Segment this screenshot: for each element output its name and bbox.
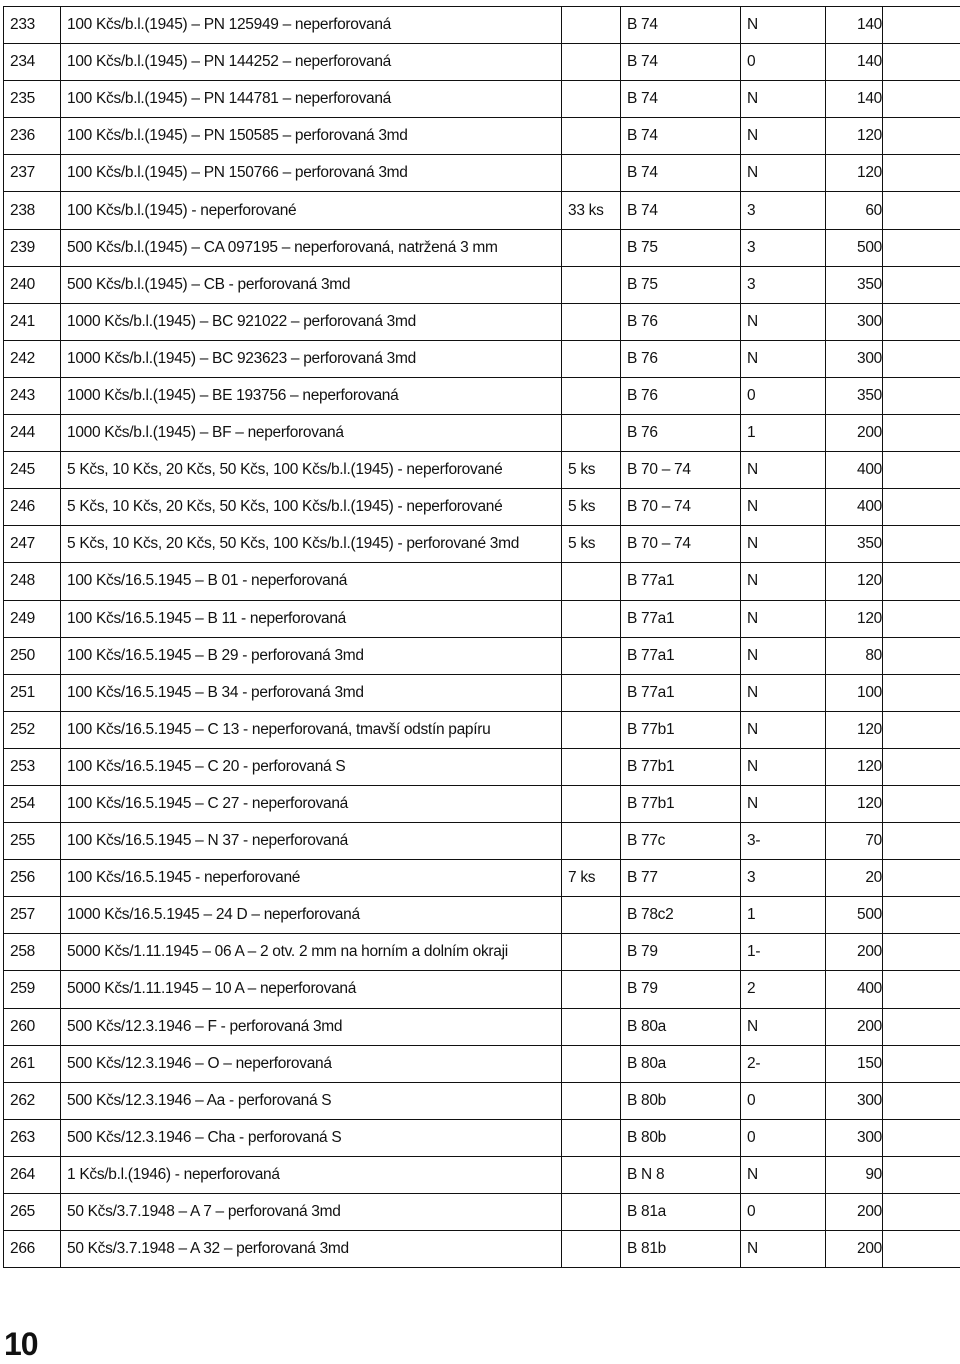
empty-cell xyxy=(883,303,960,340)
catalog-code: B 74 xyxy=(621,44,741,81)
item-number: 235 xyxy=(4,81,61,118)
item-quantity xyxy=(562,637,621,674)
item-price: 300 xyxy=(826,340,883,377)
empty-cell xyxy=(883,340,960,377)
table-row xyxy=(4,1119,960,1156)
item-description: 5 Kčs, 10 Kčs, 20 Kčs, 50 Kčs, 100 Kčs/b.l.(1945) - neperforované xyxy=(61,452,562,489)
empty-cell xyxy=(883,44,960,81)
item-number: 256 xyxy=(4,860,61,897)
item-description: 100 Kčs/b.l.(1945) - neperforované xyxy=(61,192,562,229)
table-row xyxy=(4,1045,960,1082)
table-row xyxy=(4,711,960,748)
item-description: 1 Kčs/b.l.(1946) - neperforovaná xyxy=(61,1156,562,1193)
item-quantity xyxy=(562,81,621,118)
item-price: 120 xyxy=(826,711,883,748)
item-price: 120 xyxy=(826,785,883,822)
item-description: 100 Kčs/b.l.(1945) – PN 125949 – neperforovaná xyxy=(61,7,562,44)
item-number: 261 xyxy=(4,1045,61,1082)
empty-cell xyxy=(883,452,960,489)
catalog-code: B 74 xyxy=(621,118,741,155)
table-row xyxy=(4,44,960,81)
empty-cell xyxy=(883,526,960,563)
empty-cell xyxy=(883,377,960,414)
condition-grade: 0 xyxy=(741,44,826,81)
item-price: 200 xyxy=(826,415,883,452)
table-row xyxy=(4,266,960,303)
table-row xyxy=(4,118,960,155)
empty-cell xyxy=(883,897,960,934)
empty-cell xyxy=(883,7,960,44)
condition-grade: N xyxy=(741,155,826,192)
item-quantity: 7 ks xyxy=(562,860,621,897)
table-row xyxy=(4,81,960,118)
catalog-code: B 77 xyxy=(621,860,741,897)
item-number: 239 xyxy=(4,229,61,266)
table-row xyxy=(4,897,960,934)
catalog-code: B 70 – 74 xyxy=(621,489,741,526)
table-row xyxy=(4,823,960,860)
item-description: 1000 Kčs/b.l.(1945) – BC 921022 – perforovaná 3md xyxy=(61,303,562,340)
catalog-code: B 75 xyxy=(621,266,741,303)
catalog-code: B 75 xyxy=(621,229,741,266)
condition-grade: 2 xyxy=(741,971,826,1008)
condition-grade: 1- xyxy=(741,934,826,971)
item-quantity xyxy=(562,897,621,934)
item-number: 238 xyxy=(4,192,61,229)
item-price: 150 xyxy=(826,1045,883,1082)
item-quantity xyxy=(562,266,621,303)
item-description: 500 Kčs/12.3.1946 – O – neperforovaná xyxy=(61,1045,562,1082)
item-number: 266 xyxy=(4,1231,61,1268)
empty-cell xyxy=(883,415,960,452)
item-price: 120 xyxy=(826,155,883,192)
item-price: 100 xyxy=(826,674,883,711)
empty-cell xyxy=(883,1082,960,1119)
item-quantity xyxy=(562,44,621,81)
condition-grade: N xyxy=(741,7,826,44)
catalog-code: B 74 xyxy=(621,155,741,192)
item-price: 200 xyxy=(826,934,883,971)
catalog-code: B 74 xyxy=(621,192,741,229)
catalog-code: B 79 xyxy=(621,934,741,971)
empty-cell xyxy=(883,229,960,266)
catalog-code: B 80a xyxy=(621,1008,741,1045)
item-price: 400 xyxy=(826,489,883,526)
item-number: 263 xyxy=(4,1119,61,1156)
item-description: 1000 Kčs/16.5.1945 – 24 D – neperforovaná xyxy=(61,897,562,934)
condition-grade: 2- xyxy=(741,1045,826,1082)
catalog-code: B 80b xyxy=(621,1082,741,1119)
table-row xyxy=(4,155,960,192)
item-quantity: 5 ks xyxy=(562,452,621,489)
item-description: 100 Kčs/b.l.(1945) – PN 144252 – neperforovaná xyxy=(61,44,562,81)
item-description: 500 Kčs/12.3.1946 – F - perforovaná 3md xyxy=(61,1008,562,1045)
item-price: 350 xyxy=(826,266,883,303)
condition-grade: N xyxy=(741,489,826,526)
item-price: 90 xyxy=(826,1156,883,1193)
empty-cell xyxy=(883,711,960,748)
item-price: 20 xyxy=(826,860,883,897)
table-row xyxy=(4,637,960,674)
empty-cell xyxy=(883,934,960,971)
catalog-code: B 76 xyxy=(621,340,741,377)
item-description: 100 Kčs/16.5.1945 – N 37 - neperforovaná xyxy=(61,823,562,860)
item-price: 70 xyxy=(826,823,883,860)
item-price: 500 xyxy=(826,229,883,266)
table-row xyxy=(4,860,960,897)
empty-cell xyxy=(883,192,960,229)
item-number: 262 xyxy=(4,1082,61,1119)
empty-cell xyxy=(883,748,960,785)
condition-grade: 3 xyxy=(741,266,826,303)
item-price: 120 xyxy=(826,563,883,600)
table-row xyxy=(4,600,960,637)
catalog-code: B 76 xyxy=(621,377,741,414)
catalog-code: B 77b1 xyxy=(621,748,741,785)
item-price: 300 xyxy=(826,1119,883,1156)
catalog-code: B 77b1 xyxy=(621,785,741,822)
item-description: 100 Kčs/16.5.1945 – C 27 - neperforovaná xyxy=(61,785,562,822)
item-description: 5000 Kčs/1.11.1945 – 06 A – 2 otv. 2 mm na horním a dolním okraji xyxy=(61,934,562,971)
item-quantity xyxy=(562,711,621,748)
empty-cell xyxy=(883,1194,960,1231)
item-price: 350 xyxy=(826,377,883,414)
item-price: 300 xyxy=(826,1082,883,1119)
catalog-code: B 77b1 xyxy=(621,711,741,748)
item-description: 100 Kčs/b.l.(1945) – PN 144781 – neperforovaná xyxy=(61,81,562,118)
condition-grade: N xyxy=(741,1156,826,1193)
catalog-code: B 74 xyxy=(621,81,741,118)
item-price: 200 xyxy=(826,1194,883,1231)
table-row xyxy=(4,1194,960,1231)
item-quantity xyxy=(562,7,621,44)
condition-grade: N xyxy=(741,1231,826,1268)
condition-grade: N xyxy=(741,785,826,822)
item-description: 100 Kčs/b.l.(1945) – PN 150766 – perforovaná 3md xyxy=(61,155,562,192)
table-row xyxy=(4,563,960,600)
item-number: 243 xyxy=(4,377,61,414)
item-number: 252 xyxy=(4,711,61,748)
table-row xyxy=(4,7,960,44)
condition-grade: N xyxy=(741,526,826,563)
condition-grade: 3 xyxy=(741,229,826,266)
item-quantity xyxy=(562,1119,621,1156)
empty-cell xyxy=(883,600,960,637)
item-number: 260 xyxy=(4,1008,61,1045)
table-row xyxy=(4,1008,960,1045)
catalog-code: B 77c xyxy=(621,823,741,860)
item-price: 350 xyxy=(826,526,883,563)
table-row xyxy=(4,1231,960,1268)
item-price: 400 xyxy=(826,452,883,489)
condition-grade: 3 xyxy=(741,192,826,229)
condition-grade: N xyxy=(741,452,826,489)
item-number: 264 xyxy=(4,1156,61,1193)
item-number: 254 xyxy=(4,785,61,822)
item-description: 100 Kčs/16.5.1945 – B 34 - perforovaná 3md xyxy=(61,674,562,711)
table-row xyxy=(4,489,960,526)
item-price: 500 xyxy=(826,897,883,934)
condition-grade: N xyxy=(741,340,826,377)
table-row xyxy=(4,452,960,489)
empty-cell xyxy=(883,489,960,526)
condition-grade: N xyxy=(741,674,826,711)
item-price: 140 xyxy=(826,44,883,81)
item-quantity xyxy=(562,303,621,340)
condition-grade: 0 xyxy=(741,1119,826,1156)
item-description: 100 Kčs/16.5.1945 – C 20 - perforovaná S xyxy=(61,748,562,785)
table-row xyxy=(4,971,960,1008)
condition-grade: 0 xyxy=(741,1082,826,1119)
item-description: 1000 Kčs/b.l.(1945) – BF – neperforovaná xyxy=(61,415,562,452)
condition-grade: N xyxy=(741,1008,826,1045)
catalog-code: B 77a1 xyxy=(621,674,741,711)
condition-grade: 0 xyxy=(741,1194,826,1231)
condition-grade: 0 xyxy=(741,377,826,414)
empty-cell xyxy=(883,971,960,1008)
table-row xyxy=(4,1156,960,1193)
item-price: 300 xyxy=(826,303,883,340)
catalog-table xyxy=(3,6,960,1268)
catalog-code: B 76 xyxy=(621,303,741,340)
item-number: 233 xyxy=(4,7,61,44)
condition-grade: N xyxy=(741,748,826,785)
item-price: 120 xyxy=(826,748,883,785)
condition-grade: 1 xyxy=(741,897,826,934)
item-number: 245 xyxy=(4,452,61,489)
item-quantity xyxy=(562,1008,621,1045)
empty-cell xyxy=(883,1231,960,1268)
item-number: 265 xyxy=(4,1194,61,1231)
item-number: 234 xyxy=(4,44,61,81)
empty-cell xyxy=(883,1008,960,1045)
table-row xyxy=(4,377,960,414)
condition-grade: N xyxy=(741,711,826,748)
item-description: 5 Kčs, 10 Kčs, 20 Kčs, 50 Kčs, 100 Kčs/b.l.(1945) - perforované 3md xyxy=(61,526,562,563)
catalog-code: B 77a1 xyxy=(621,563,741,600)
empty-cell xyxy=(883,637,960,674)
item-price: 120 xyxy=(826,600,883,637)
empty-cell xyxy=(883,1119,960,1156)
item-description: 500 Kčs/12.3.1946 – Cha - perforovaná S xyxy=(61,1119,562,1156)
item-quantity xyxy=(562,934,621,971)
empty-cell xyxy=(883,785,960,822)
item-description: 1000 Kčs/b.l.(1945) – BC 923623 – perforovaná 3md xyxy=(61,340,562,377)
empty-cell xyxy=(883,860,960,897)
item-quantity xyxy=(562,155,621,192)
item-number: 237 xyxy=(4,155,61,192)
item-quantity xyxy=(562,563,621,600)
item-quantity xyxy=(562,118,621,155)
condition-grade: N xyxy=(741,637,826,674)
item-price: 80 xyxy=(826,637,883,674)
item-description: 100 Kčs/16.5.1945 – B 29 - perforovaná 3md xyxy=(61,637,562,674)
condition-grade: N xyxy=(741,118,826,155)
table-row xyxy=(4,303,960,340)
empty-cell xyxy=(883,155,960,192)
item-quantity xyxy=(562,971,621,1008)
condition-grade: 1 xyxy=(741,415,826,452)
item-number: 240 xyxy=(4,266,61,303)
table-row xyxy=(4,229,960,266)
condition-grade: 3- xyxy=(741,823,826,860)
empty-cell xyxy=(883,1045,960,1082)
catalog-code: B 80b xyxy=(621,1119,741,1156)
item-quantity: 33 ks xyxy=(562,192,621,229)
catalog-code: B 76 xyxy=(621,415,741,452)
item-description: 50 Kčs/3.7.1948 – A 7 – perforovaná 3md xyxy=(61,1194,562,1231)
empty-cell xyxy=(883,266,960,303)
condition-grade: 3 xyxy=(741,860,826,897)
item-number: 251 xyxy=(4,674,61,711)
item-description: 500 Kčs/b.l.(1945) – CB - perforovaná 3md xyxy=(61,266,562,303)
condition-grade: N xyxy=(741,303,826,340)
catalog-code: B 81b xyxy=(621,1231,741,1268)
item-price: 140 xyxy=(826,7,883,44)
item-quantity xyxy=(562,340,621,377)
item-number: 255 xyxy=(4,823,61,860)
item-description: 50 Kčs/3.7.1948 – A 32 – perforovaná 3md xyxy=(61,1231,562,1268)
catalog-code: B 77a1 xyxy=(621,637,741,674)
item-description: 100 Kčs/b.l.(1945) – PN 150585 – perforovaná 3md xyxy=(61,118,562,155)
item-quantity xyxy=(562,1231,621,1268)
item-quantity: 5 ks xyxy=(562,489,621,526)
catalog-code: B 80a xyxy=(621,1045,741,1082)
item-number: 253 xyxy=(4,748,61,785)
empty-cell xyxy=(883,81,960,118)
empty-cell xyxy=(883,823,960,860)
empty-cell xyxy=(883,118,960,155)
item-number: 258 xyxy=(4,934,61,971)
item-quantity xyxy=(562,415,621,452)
item-quantity xyxy=(562,377,621,414)
item-description: 100 Kčs/16.5.1945 – B 01 - neperforovaná xyxy=(61,563,562,600)
page-number: 10 xyxy=(4,1326,38,1362)
item-description: 1000 Kčs/b.l.(1945) – BE 193756 – neperforovaná xyxy=(61,377,562,414)
item-price: 200 xyxy=(826,1231,883,1268)
item-number: 259 xyxy=(4,971,61,1008)
item-quantity xyxy=(562,1045,621,1082)
item-price: 140 xyxy=(826,81,883,118)
item-number: 244 xyxy=(4,415,61,452)
item-number: 242 xyxy=(4,340,61,377)
item-description: 5000 Kčs/1.11.1945 – 10 A – neperforovaná xyxy=(61,971,562,1008)
item-price: 200 xyxy=(826,1008,883,1045)
item-description: 5 Kčs, 10 Kčs, 20 Kčs, 50 Kčs, 100 Kčs/b.l.(1945) - neperforované xyxy=(61,489,562,526)
empty-cell xyxy=(883,563,960,600)
item-description: 100 Kčs/16.5.1945 - neperforované xyxy=(61,860,562,897)
item-number: 247 xyxy=(4,526,61,563)
item-description: 500 Kčs/b.l.(1945) – CA 097195 – neperforovaná, natržená 3 mm xyxy=(61,229,562,266)
catalog-code: B 77a1 xyxy=(621,600,741,637)
condition-grade: N xyxy=(741,600,826,637)
condition-grade: N xyxy=(741,81,826,118)
catalog-code: B 70 – 74 xyxy=(621,452,741,489)
item-quantity xyxy=(562,1156,621,1193)
item-number: 248 xyxy=(4,563,61,600)
item-number: 249 xyxy=(4,600,61,637)
item-quantity xyxy=(562,674,621,711)
table-row xyxy=(4,934,960,971)
item-quantity xyxy=(562,748,621,785)
table-row xyxy=(4,748,960,785)
catalog-code: B 78c2 xyxy=(621,897,741,934)
item-price: 60 xyxy=(826,192,883,229)
catalog-body xyxy=(4,7,960,1268)
catalog-code: B 74 xyxy=(621,7,741,44)
catalog-code: B 70 – 74 xyxy=(621,526,741,563)
item-quantity xyxy=(562,600,621,637)
item-price: 120 xyxy=(826,118,883,155)
item-description: 100 Kčs/16.5.1945 – B 11 - neperforovaná xyxy=(61,600,562,637)
table-row xyxy=(4,785,960,822)
item-number: 241 xyxy=(4,303,61,340)
item-quantity xyxy=(562,785,621,822)
item-quantity xyxy=(562,823,621,860)
table-row xyxy=(4,192,960,229)
item-quantity xyxy=(562,1082,621,1119)
item-number: 236 xyxy=(4,118,61,155)
item-quantity xyxy=(562,1194,621,1231)
item-number: 250 xyxy=(4,637,61,674)
empty-cell xyxy=(883,1156,960,1193)
item-description: 100 Kčs/16.5.1945 – C 13 - neperforovaná, tmavší odstín papíru xyxy=(61,711,562,748)
table-row xyxy=(4,415,960,452)
item-number: 257 xyxy=(4,897,61,934)
item-price: 400 xyxy=(826,971,883,1008)
table-row xyxy=(4,674,960,711)
catalog-code: B 81a xyxy=(621,1194,741,1231)
item-description: 500 Kčs/12.3.1946 – Aa - perforovaná S xyxy=(61,1082,562,1119)
empty-cell xyxy=(883,674,960,711)
table-row xyxy=(4,526,960,563)
item-number: 246 xyxy=(4,489,61,526)
table-row xyxy=(4,1082,960,1119)
item-quantity xyxy=(562,229,621,266)
table-row xyxy=(4,340,960,377)
item-quantity: 5 ks xyxy=(562,526,621,563)
condition-grade: N xyxy=(741,563,826,600)
catalog-code: B N 8 xyxy=(621,1156,741,1193)
catalog-code: B 79 xyxy=(621,971,741,1008)
